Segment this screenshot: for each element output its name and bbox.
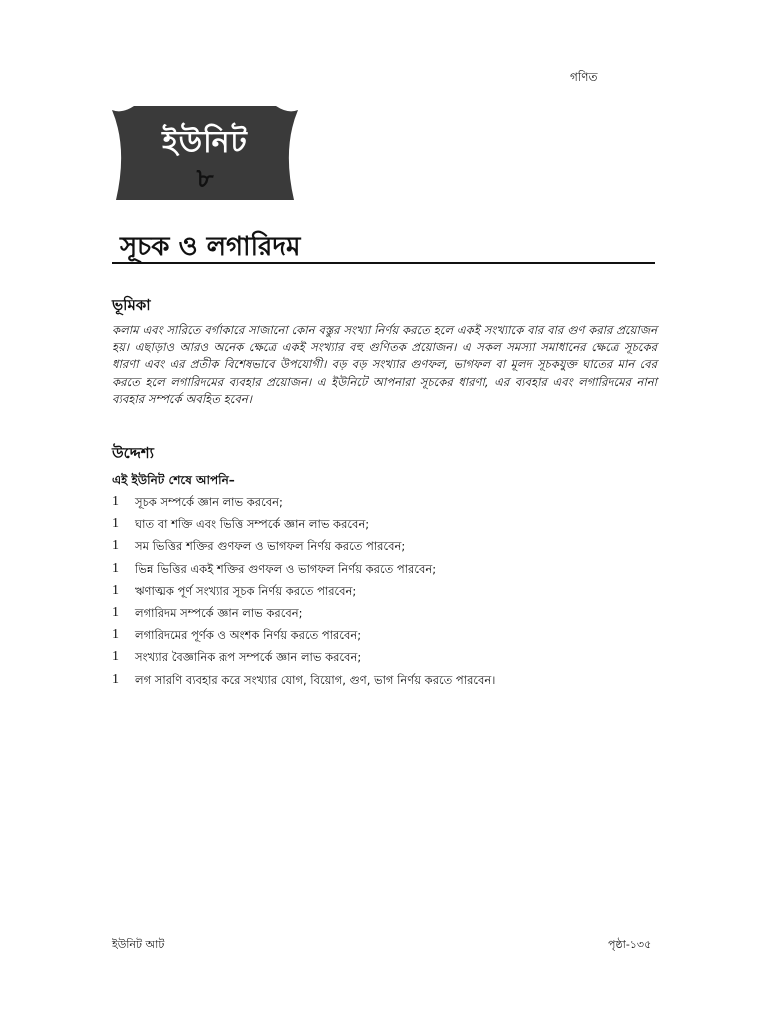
bullet-marker: 1 [112,671,119,687]
objective-text: সূচক সম্পর্কে জ্ঞান লাভ করবেন; [135,495,283,509]
bullet-marker: 1 [112,649,119,665]
unit-badge-number: ৮ [196,164,214,194]
footer-unit-label: ইউনিট আট [112,938,165,951]
unit-badge-word: ইউনিট [162,125,248,160]
objective-text: ভিন্ন ভিত্তির একই শক্তির গুণফল ও ভাগফল নির্ণয় করতে পারবেন; [135,561,437,576]
list-item [112,516,495,538]
running-head: গণিত [570,70,598,84]
list-item [112,649,495,671]
objectives-heading: উদ্দেশ্য [112,444,155,462]
bullet-marker: 1 [112,582,119,598]
unit-badge [112,104,298,200]
bullet-marker: 1 [112,494,119,509]
chapter-title: সূচক ও লগারিদম [120,232,301,262]
bullet-marker: 1 [112,604,119,620]
objective-text: ঘাত বা শক্তি এবং ভিত্তি সম্পর্কে জ্ঞান লাভ করবেন; [135,517,370,532]
objective-text: সংখ্যার বৈজ্ঞানিক রূপ সম্পর্কে জ্ঞান লাভ করবেন; [135,650,362,665]
list-item [112,605,495,627]
list-item [112,672,495,694]
title-rule [112,262,655,264]
list-item [112,494,495,516]
bullet-marker: 1 [112,560,119,576]
objective-text: লগারিদম সম্পর্কে জ্ঞান লাভ করবেন; [135,605,303,620]
objective-text: লগ সারণি ব্যবহার করে সংখ্যার যোগ, বিয়োগ, গুণ, ভাগ নির্ণয় করতে পারবেন। [135,672,496,687]
footer-page-number: পৃষ্ঠা-১৩৫ [608,938,652,951]
intro-paragraph: কলাম এবং সারিতে বর্গাকারে সাজানো কোন বস্তুর সংখ্যা নির্ণয় করতে হলে একই সংখ্যাকে বার বার গুণ করার প্রয়োজন হয়। এছাড়াও আরও অনেক ক্ষেত্রে একই সংখ্যার বহু গুণিতক প্রয়োজন। এ সকল সমস্যা সমাধানের ক্ষেত্রে সূচকের ধারণা এবং এর প্রতীক বিশেষভাবে উপযোগী। বড় বড় সংখ্যার গুণফল, ভাগফল বা মূলদ সূচকযুক্ত ঘাতের মান বের করতে হলে লগারিদমের ব্যবহার প্রয়োজন। এ ইউনিটে আপনারা সূচকের ধারণা, এর ব্যবহার এবং লগারিদমের নানা ব্যবহার সম্পর্কে অবহিত হবেন। [112,323,657,406]
bullet-marker: 1 [112,516,119,532]
objective-text: সম ভিত্তির শক্তির গুণফল ও ভাগফল নির্ণয় করতে পারবেন; [135,539,406,554]
list-item [112,561,495,583]
list-item [112,538,495,560]
bullet-marker: 1 [112,627,119,643]
objectives-list [112,494,495,694]
objective-text: লগারিদমের পূর্ণক ও অংশক নির্ণয় করতে পারবেন; [135,628,362,643]
objectives-lead: এই ইউনিট শেষে আপনি– [112,473,235,487]
list-item [112,627,495,649]
bullet-marker: 1 [112,538,119,554]
list-item [112,583,495,605]
objective-text: ঋণাত্মক পূর্ণ সংখ্যার সূচক নির্ণয় করতে পারবেন; [135,583,357,598]
intro-heading: ভূমিকা [112,296,151,314]
